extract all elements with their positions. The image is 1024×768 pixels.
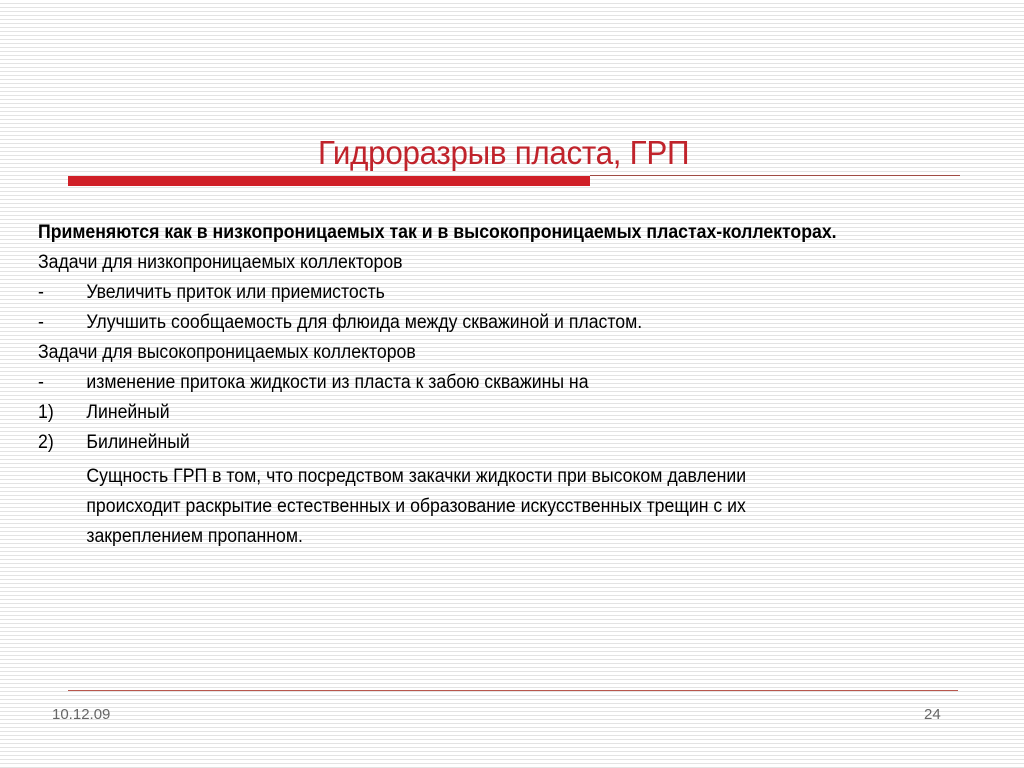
section-heading-high-perm: [38, 338, 931, 368]
slide-title: Гидроразрыв пласта, ГРП: [318, 134, 690, 171]
bullet-marker: -: [38, 312, 44, 333]
bullet-item: [38, 308, 931, 338]
numbered-text: Билинейный: [86, 432, 190, 453]
bullet-marker: -: [38, 282, 44, 303]
bullet-text: изменение притока жидкости из пласта к забою скважины на: [86, 372, 589, 393]
slide-body: [38, 218, 998, 552]
paragraph-line: происходит раскрытие естественных и образование искусственных трещин с их: [86, 496, 746, 517]
intro-line: [38, 218, 931, 248]
footer-divider-line: [68, 690, 958, 691]
bullet-marker: -: [38, 372, 44, 393]
title-divider-line: [590, 175, 960, 176]
bullet-item: [38, 278, 931, 308]
section-heading-text: Задачи для низкопроницаемых коллекторов: [38, 252, 403, 273]
bullet-text: Увеличить приток или приемистость: [86, 282, 385, 303]
footer-date: 10.12.09: [52, 706, 111, 723]
paragraph-line: Сущность ГРП в том, что посредством закачки жидкости при высоком давлении: [86, 466, 747, 487]
number-marker: 2): [38, 432, 54, 453]
section-heading-text: Задачи для высокопроницаемых коллекторов: [38, 342, 416, 363]
bullet-item: [38, 368, 931, 398]
numbered-item: [38, 428, 931, 458]
number-marker: 1): [38, 402, 54, 423]
summary-paragraph: [38, 462, 998, 552]
paragraph-line: закреплением пропанном.: [86, 526, 303, 547]
section-heading-low-perm: [38, 248, 931, 278]
bullet-text: Улучшить сообщаемость для флюида между скважиной и пластом.: [86, 312, 643, 333]
page-number: 24: [924, 706, 941, 723]
title-accent-bar: [68, 176, 590, 186]
intro-text: Применяются как в низкопроницаемых так и в высокопроницаемых пластах-коллекторах.: [38, 222, 837, 243]
numbered-text: Линейный: [86, 402, 170, 423]
numbered-item: [38, 398, 931, 428]
